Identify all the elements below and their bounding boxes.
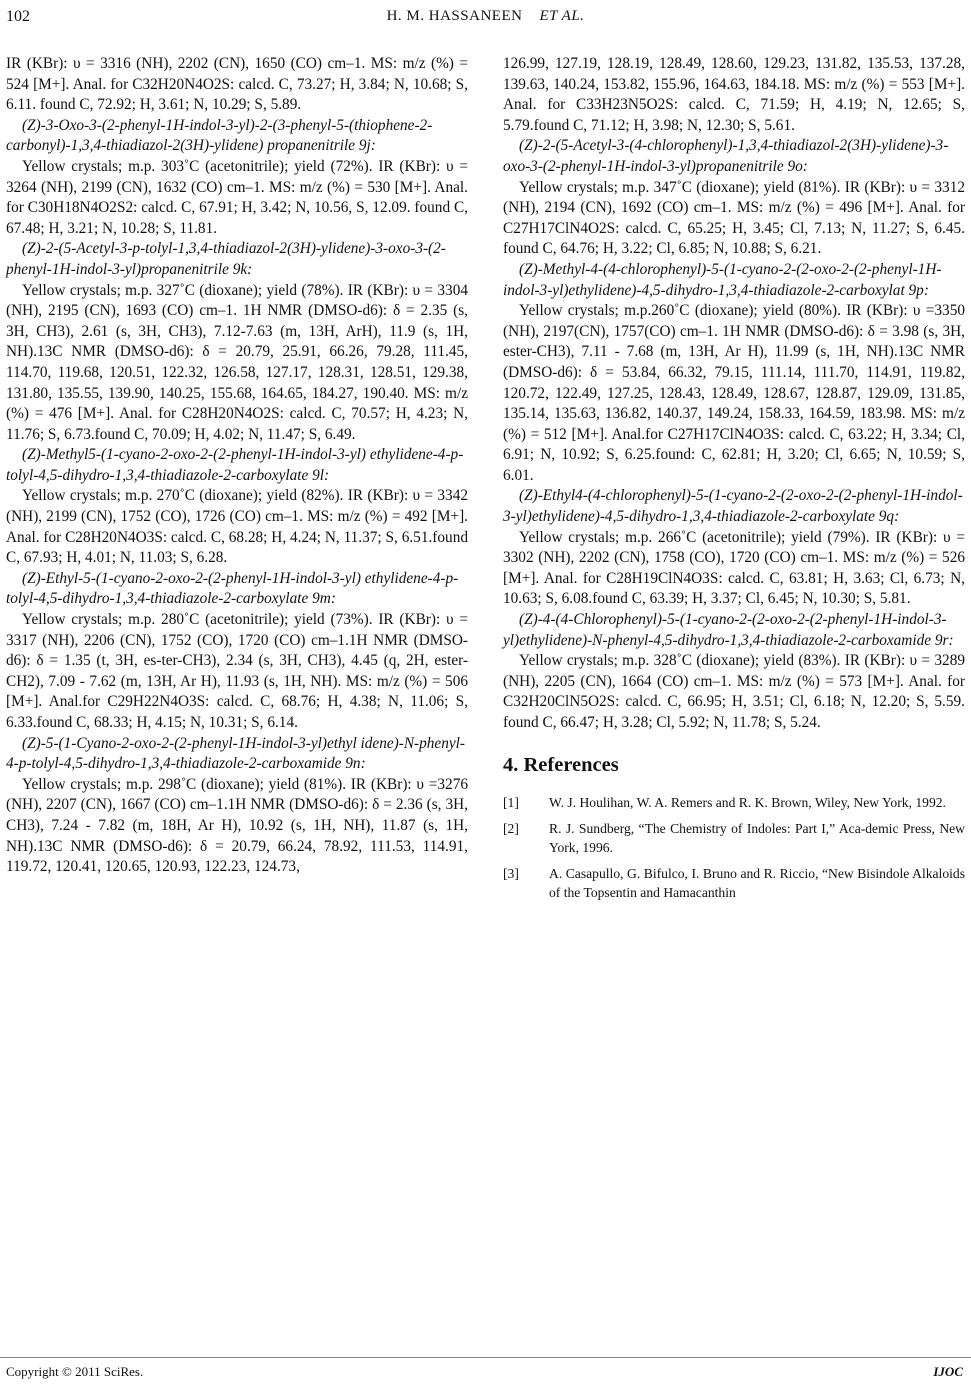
compound-data-9q: Yellow crystals; m.p. 266˚C (acetonitrile); yield (79%). IR (KBr): υ = 3302 (NH), 2202 (CN), 1758 (CO), 1720 (CO) cm–1. MS: m/z (%) = 526 [M+]. Anal. for C28H19ClN4O3S: calcd. C, 63.81; H, 3.63; Cl, 6.73; N, 10.63; S, 6.08.found C, 63.39; H, 3.37; Cl, 6.45; N, 10.30; S, 5.81.: [503, 528, 965, 608]
compound-title-9o-text: (Z)-2-(5-Acetyl-3-(4-chlorophenyl)-1,3,4-thiadiazol-2(3H)-ylidene)-3-oxo-3-(2-phenyl-1H-indol-3-yl)propanenitrile 9o:: [503, 137, 949, 175]
compound-data-9l: Yellow crystals; m.p. 270˚C (dioxane); yield (82%). IR (KBr): υ = 3342 (NH), 2199 (CN), 1752 (CO), 1726 (CO) cm–1. MS: m/z (%) = 492 [M+]. Anal. for C28H20N4O3S: calcd. C, 68.28; H, 4.24; N, 11.37; S, 6.51.found C, 67.93; H, 4.01; N, 11.03; S, 6.28.: [6, 487, 468, 567]
footer-journal: IJOC: [933, 1364, 963, 1379]
compound-title-9q-text: (Z)-Ethyl4-(4-chlorophenyl)-5-(1-cyano-2-(2-oxo-2-(2-phenyl-1H-indol-3-yl)ethylidene)-4,5-dihydro-1,3,4-thiadiazole-2-carboxylate 9q:: [503, 487, 963, 526]
running-header: [0, 8, 971, 32]
compound-data-9k: Yellow crystals; m.p. 327˚C (dioxane); yield (78%). IR (KBr): υ = 3304 (NH), 2195 (CN), 1693 (CO) cm–1. 1H NMR (DMSO-d6): δ = 2.35 (s, 3H, CH3), 2.61 (s, 3H, CH3), 7.12-7.63 (m, 13H, ArH), 11.9 (s, 1H, NH).13C NMR (DMSO-d6): δ = 20.79, 25.91, 66.26, 79.28, 111.45, 114.70, 119.68, 120.51, 122.32, 126.58, 127.17, 128.31, 128.51, 129.38, 131.80, 135.55, 139.90, 140.25, 155.68, 164.65, 184.27, 190.40. MS: m/z (%) = 476 [M+]. Anal. for C28H20N4O2S: calcd. C, 70.57; H, 4.23; N, 11.76; S, 6.73.found C, 70.09; H, 4.02; N, 11.47; S, 6.49.: [6, 281, 468, 443]
left-column: [6, 54, 468, 878]
compound-title-9n: [6, 734, 468, 775]
compound-title-9m-text: (Z)-Ethyl-5-(1-cyano-2-oxo-2-(2-phenyl-1H-indol-3-yl) ethylidene-4-p-tolyl-4,5-dihydro-1,3,4-thiadiazole-2-carboxylate 9m:: [6, 569, 459, 608]
footer-copyright: Copyright © 2011 SciRes.: [6, 1364, 144, 1379]
reference-item: [503, 794, 965, 813]
compound-title-9j-text: (Z)-3-Oxo-3-(2-phenyl-1H-indol-3-yl)-2-(3-phenyl-5-(thiophene-2-carbonyl)-1,3,4-thiadiazol-2(3H)-ylidene) propanenitrile 9j:: [6, 116, 433, 155]
compound-title-9r: [503, 610, 965, 651]
author-etal: ET AL.: [539, 8, 585, 24]
compound-title-9p: [503, 260, 965, 301]
reference-text: A. Casapullo, G. Bifulco, I. Bruno and R. Riccio, “New Bisindole Alkaloids of the Topsentin and Hamacanthin: [549, 866, 965, 900]
compound-data-9m: Yellow crystals; m.p. 280˚C (acetonitrile); yield (73%). IR (KBr): υ = 3317 (NH), 2206 (CN), 1752 (CO), 1720 (CO) cm–1.1H NMR (DMSO-d6): δ = 1.35 (t, 3H, es-ter-CH3), 2.34 (s, 3H, CH3), 4.45 (q, 2H, ester-CH2), 7.09 - 7.62 (m, 13H, Ar H), 11.93 (s, 1H, NH). MS: m/z (%) = 506 [M+]. Anal.for C29H22N4O3S: calcd. C, 68.76; H, 4.38; N, 11.06; S, 6.33.found C, 68.33; H, 4.15; N, 10.31; S, 6.14.: [6, 611, 468, 731]
author-name: H. M. HASSANEEN: [386, 8, 523, 24]
footer-divider: [0, 1357, 971, 1358]
reference-number: [2]: [503, 821, 519, 837]
reference-item: [503, 865, 965, 902]
compound-title-9p-text: (Z)-Methyl-4-(4-chlorophenyl)-5-(1-cyano-2-(2-oxo-2-(2-phenyl-1H-indol-3-yl)ethylidene)-4,5-dihydro-1,3,4-thiadiazole-2-carboxylat 9p:: [503, 260, 942, 299]
compound-title-9q: [503, 486, 965, 527]
references-heading: 4. References: [503, 753, 619, 776]
paragraph-9i-data: IR (KBr): υ = 3316 (NH), 2202 (CN), 1650 (CO) cm–1. MS: m/z (%) = 524 [M+]. Anal. for C32H20N4O2S: calcd. C, 73.27; H, 3.84; N, 10.68; S, 6.11. found C, 72.92; H, 3.61; N, 10.29; S, 5.89.: [6, 55, 468, 114]
compound-title-9o: [503, 136, 965, 177]
compound-data-9n: Yellow crystals; m.p. 298˚C (dioxane); yield (81%). IR (KBr): υ =3276 (NH), 2207 (CN), 1667 (CO) cm–1.1H NMR (DMSO-d6): δ = 2.36 (s, 3H, CH3), 7.24 - 7.82 (m, 18H, Ar H), 10.92 (s, 1H, NH), 11.87 (s, 1H, NH).13C NMR (DMSO-d6): δ = 20.79, 66.24, 78.92, 111.53, 114.91, 119.72, 120.41, 120.65, 120.93, 122.23, 124.73,: [6, 775, 468, 876]
right-column: [503, 54, 965, 910]
paragraph-9n-continued: 126.99, 127.19, 128.19, 128.49, 128.60, 129.23, 131.82, 135.53, 137.28, 139.63, 140.24, 153.82, 155.96, 164.63, 184.18. MS: m/z (%) = 553 [M+]. Anal. for C33H23N5O2S: calcd. C, 71.59; H, 4.19; N, 12.65; S, 5.79.found C, 71.12; H, 3.98; N, 12.30; S, 5.61.: [503, 55, 965, 134]
compound-title-9k-text: (Z)-2-(5-Acetyl-3-p-tolyl-1,3,4-thiadiazol-2(3H)-ylidene)-3-oxo-3-(2-phenyl-1H-indol-3-yl)propanenitrile 9k:: [6, 240, 446, 278]
compound-title-9l-text: (Z)-Methyl5-(1-cyano-2-oxo-2-(2-phenyl-1H-indol-3-yl) ethylidene-4-p-tolyl-4,5-dihydro-1,3,4-thiadiazole-2-carboxylate 9l:: [6, 446, 464, 484]
reference-number: [1]: [503, 794, 519, 810]
compound-data-9p: Yellow crystals; m.p.260˚C (dioxane); yield (80%). IR (KBr): υ =3350 (NH), 2197(CN), 1757(CO) cm–1. 1H NMR (DMSO-d6): δ = 3.98 (s, 3H, ester-CH3), 7.11 - 7.68 (m, 13H, Ar H), 11.99 (s, 1H, NH).13C NMR (DMSO-d6): δ = 53.84, 66.32, 79.15, 111.14, 111.70, 114.91, 119.82, 120.72, 122.49, 127.25, 128.43, 128.49, 128.67, 128.87, 129.09, 131.85, 135.14, 135.63, 136.82, 140.37, 149.24, 158.33, 164.59, 183.98. MS: m/z (%) = 512 [M+]. Anal.for C27H17ClN4O3S: calcd. C, 63.22; H, 3.34; Cl, 6.91; N, 10.92; S, 6.25.found: C, 62.81; H, 3.20; Cl, 6.65; N, 10.59; S, 6.01.: [503, 302, 965, 484]
compound-data-9o: Yellow crystals; m.p. 347˚C (dioxane); yield (81%). IR (KBr): υ = 3312 (NH), 2194 (CN), 1692 (CO) cm–1. MS: m/z (%) = 496 [M+]. Anal. for C27H17ClN4O2S: calcd. C, 65.25; H, 3.45; Cl, 7.13; N, 11.27; S, 6.45. found C, 64.76; H, 3.22; Cl, 6.85; N, 10.88; S, 6.21.: [503, 178, 965, 258]
compound-title-9n-text: (Z)-5-(1-Cyano-2-oxo-2-(2-phenyl-1H-indol-3-yl)ethyl idene)-N-phenyl-4-p-tolyl-4,5-dihydro-1,3,4-thiadiazole-2-carboxamide 9n:: [6, 734, 466, 773]
compound-title-9l: [6, 445, 468, 486]
compound-title-9j: [6, 116, 468, 157]
reference-text: R. J. Sundberg, “The Chemistry of Indoles: Part I,” Aca-demic Press, New York, 1996.: [549, 821, 965, 855]
page-number: 102: [6, 8, 30, 25]
compound-title-9k: [6, 239, 468, 280]
compound-title-9m: [6, 569, 468, 610]
reference-number: [3]: [503, 866, 519, 882]
compound-data-9r: Yellow crystals; m.p. 328˚C (dioxane); yield (83%). IR (KBr): υ = 3289 (NH), 2205 (CN), 1664 (CO) cm–1. MS: m/z (%) = 573 [M+]. Anal. for C32H20ClN5O2S: calcd. C, 66.95; H, 3.51; Cl, 6.18; N, 12.20; S, 5.59. found C, 66.47; H, 3.28; Cl, 5.92; N, 11.78; S, 5.24.: [503, 652, 965, 731]
compound-data-9j: Yellow crystals; m.p. 303˚C (acetonitrile); yield (72%). IR (KBr): υ = 3264 (NH), 2199 (CN), 1632 (CO) cm–1. MS: m/z (%) = 530 [M+]. Anal. for C30H18N4O2S2: calcd. C, 67.91; H, 3.42; N, 10.56, S, 12.09. found C, 67.48; H, 3.21; N, 10.28; S, 11.81.: [6, 157, 468, 237]
reference-text: W. J. Houlihan, W. A. Remers and R. K. Brown, Wiley, New York, 1992.: [549, 794, 946, 810]
compound-title-9r-text: (Z)-4-(4-Chlorophenyl)-5-(1-cyano-2-(2-oxo-2-(2-phenyl-1H-indol-3-yl)ethylidene)-N-phenyl-4,5-dihydro-1,3,4-thiadiazole-2-carboxamide 9r:: [503, 611, 954, 649]
header-authors: [0, 8, 971, 25]
reference-item: [503, 820, 965, 857]
